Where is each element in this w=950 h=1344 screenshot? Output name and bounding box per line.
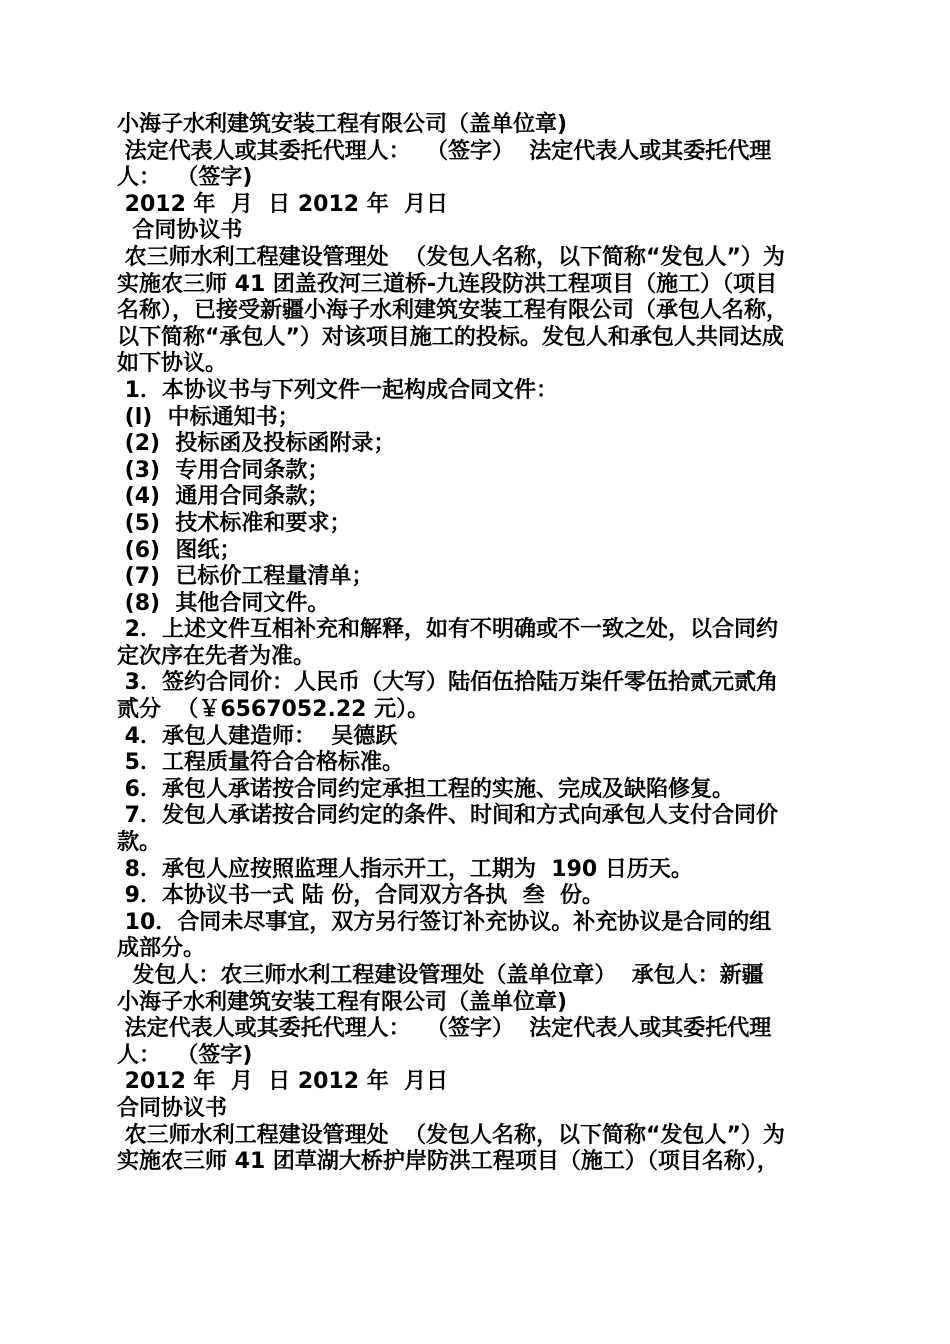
text-line: 款。 <box>117 830 162 856</box>
text-line: 7．发包人承诺按合同约定的条件、时间和方式向承包人支付合同价 <box>117 803 778 829</box>
text-line: 实施农三师 41 团草湖大桥护岸防洪工程项目（施工）（项目名称）， <box>117 1149 779 1175</box>
text-line: (4) 通用合同条款； <box>117 484 330 510</box>
text-line: 合同协议书 <box>117 218 243 244</box>
text-line: 名称），已接受新疆小海子水利建筑安装工程有限公司（承包人名称， <box>117 298 789 324</box>
text-line: 5．工程质量符合合格标准。 <box>117 750 404 776</box>
text-line: 发包人：农三师水利工程建设管理处（盖单位章） 承包人：新疆 <box>117 963 764 988</box>
text-line: 2012 年 月 日 2012 年 月日 <box>117 1069 449 1095</box>
text-line: 农三师水利工程建设管理处 （发包人名称，以下简称“发包人”）为 <box>117 1122 785 1148</box>
text-line: 8．承包人应按照监理人指示开工，工期为 190 日历天。 <box>117 856 693 882</box>
text-line: (5) 技术标准和要求； <box>117 510 352 536</box>
text-line: 4．承包人建造师： 吴德跃 <box>117 723 398 749</box>
text-line: (3) 专用合同条款； <box>117 457 330 483</box>
text-line: 农三师水利工程建设管理处 （发包人名称，以下简称“发包人”）为 <box>117 244 785 270</box>
text-line: 贰分 （￥6567052.22 元）。 <box>117 697 430 723</box>
document-body <box>117 112 837 1176</box>
text-line: 2．上述文件互相补充和解释，如有不明确或不一致之处，以合同约 <box>117 617 778 643</box>
text-line: 实施农三师 41 团盖孜河三道桥-九连段防洪工程项目（施工）（项目 <box>117 271 778 297</box>
text-line: 人： （签字) <box>117 165 253 191</box>
text-line: 人： （签字) <box>117 1042 253 1068</box>
text-line: (7) 已标价工程量清单； <box>117 564 374 590</box>
text-line: (l) 中标通知书； <box>117 404 300 430</box>
text-line: (2) 投标函及投标函附录； <box>117 431 396 457</box>
text-line: 以下简称“承包人”）对该项目施工的投标。发包人和承包人共同达成 <box>117 324 784 350</box>
text-line: 3．签约合同价：人民币（大写）陆佰伍拾陆万柒仟零伍拾贰元贰角 <box>117 670 778 696</box>
text-line: 小海子水利建筑安装工程有限公司（盖单位章) <box>117 112 568 137</box>
text-line: 10．合同未尽事宜，双方另行签订补充协议。补充协议是合同的组 <box>117 909 772 935</box>
text-line: 如下协议。 <box>117 351 228 377</box>
text-line: (8) 其他合同文件。 <box>117 590 330 616</box>
text-line: (6) 图纸； <box>117 537 242 563</box>
text-line: 法定代表人或其委托代理人： （签字） 法定代表人或其委托代理 <box>117 138 772 164</box>
text-line: 合同协议书 <box>117 1095 228 1121</box>
text-line: 9．本协议书一式 陆 份，合同双方各执 叁 份。 <box>117 883 604 909</box>
text-line: 1．本协议书与下列文件一起构成合同文件： <box>117 377 558 403</box>
text-line: 成部分。 <box>117 936 206 962</box>
text-line: 法定代表人或其委托代理人： （签字） 法定代表人或其委托代理 <box>117 1016 772 1042</box>
text-line: 小海子水利建筑安装工程有限公司（盖单位章) <box>117 989 568 1015</box>
text-line: 定次序在先者为准。 <box>117 643 316 669</box>
text-line: 2012 年 月 日 2012 年 月日 <box>117 191 449 217</box>
text-line: 6．承包人承诺按合同约定承担工程的实施、完成及缺陷修复。 <box>117 776 734 802</box>
